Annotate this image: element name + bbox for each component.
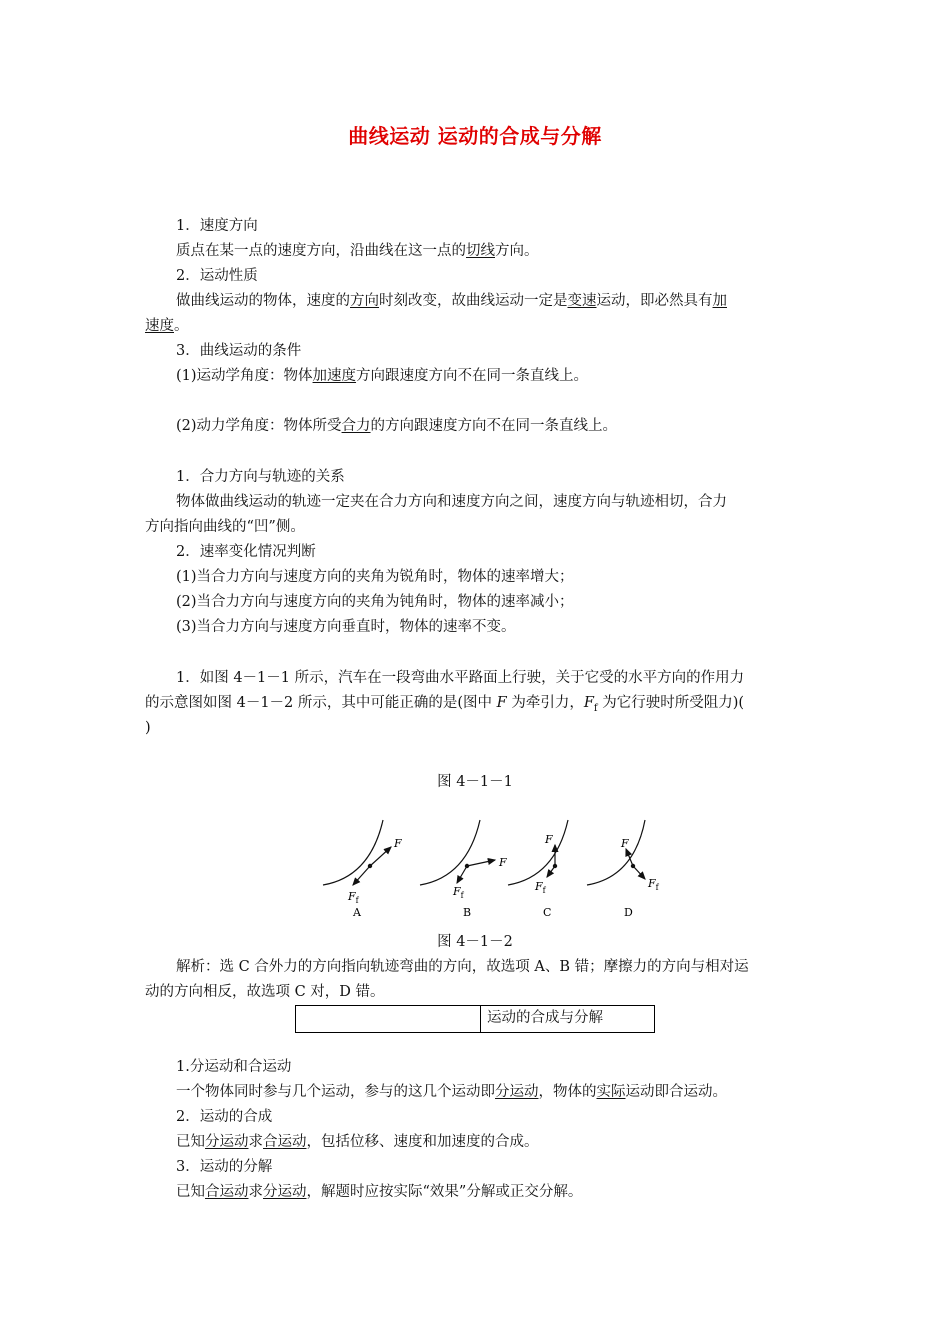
paragraph-force-trajectory-cont: 方向指向曲线的“凹”侧。 [145,519,305,535]
svg-text:F: F [394,837,402,850]
heading-velocity-direction: 1．速度方向 [176,218,258,234]
svg-text:Ff: $F_f$ [453,885,464,900]
svg-text:D: D [624,906,633,919]
paragraph-composition: 已知分运动求合运动，包括位移、速度和加速度的合成。 [176,1134,539,1150]
paragraph-motion-nature: 做曲线运动的物体，速度的方向时刻改变，故曲线运动一定是变速运动，即必然具有加 [176,293,727,309]
heading-curve-condition: 3．曲线运动的条件 [176,343,302,359]
paragraph-decomposition: 已知合运动求分运动，解题时应按实际“效果”分解或正交分解。 [176,1184,583,1200]
heading-speed-change: 2．速率变化情况判断 [176,544,316,560]
option-d-diagram [587,820,660,919]
heading-force-trajectory: 1．合力方向与轨迹的关系 [176,469,345,485]
list-item: (3)当合力方向与速度方向垂直时，物体的速率不变。 [176,619,516,635]
svg-text:Ff: $F_f$ [648,877,659,892]
heading-component-motion: 1.分运动和合运动 [176,1059,292,1075]
list-item: (2)当合力方向与速度方向的夹角为钝角时，物体的速率减小； [176,594,574,610]
page-title: 曲线运动 运动的合成与分解 [348,124,602,148]
heading-decomposition: 3．运动的分解 [176,1159,273,1175]
figure-caption-2: 图 4－1－2 [437,934,513,950]
option-a-diagram [323,820,402,919]
svg-text:B: B [463,906,472,919]
paragraph-motion-nature-cont: 速度。 [145,318,189,334]
svg-text:A: A [353,906,361,919]
svg-text:F: F [621,837,629,850]
question-line-2: 的示意图如图 4－1－2 所示，其中可能正确的是(图中 F 为牵引力，$F_f$ 为它行驶时所受阻力)( [145,695,745,714]
list-item: (1)当合力方向与速度方向的夹角为锐角时，物体的速率增大； [176,569,574,585]
table-cell-section-title: 运动的合成与分解 [487,1010,603,1026]
svg-text:F: F [499,856,507,869]
paragraph-component-motion: 一个物体同时参与几个运动，参与的这几个运动即分运动，物体的实际运动即合运动。 [176,1084,727,1100]
svg-text:Ff: $F_f$ [348,890,359,905]
svg-text:C: C [543,906,552,919]
question-line-3: ) [145,720,151,736]
answer-analysis-line-1: 解析：选 C 合外力的方向指向轨迹弯曲的方向，故选项 A、B 错；摩擦力的方向与相对运 [176,959,749,975]
answer-analysis-line-2: 动的方向相反，故选项 C 对，D 错。 [145,984,385,1000]
svg-text:Ff: $F_f$ [535,880,546,895]
table-cell-empty [296,1006,481,1032]
question-line-1: 1．如图 4－1－1 所示，汽车在一段弯曲水平路面上行驶，关于它受的水平方向的作用力 [176,670,745,686]
figure-caption-1: 图 4－1－1 [437,774,513,790]
paragraph-dynamic: (2)动力学角度：物体所受合力的方向跟速度方向不在同一条直线上。 [176,418,618,434]
option-b-diagram [420,820,507,919]
paragraph-velocity-direction: 质点在某一点的速度方向，沿曲线在这一点的切线方向。 [176,243,539,259]
paragraph-force-trajectory: 物体做曲线运动的轨迹一定夹在合力方向和速度方向之间，速度方向与轨迹相切，合力 [176,494,727,510]
force-diagram-figure [315,815,665,925]
paragraph-kinematic: (1)运动学角度：物体加速度方向跟速度方向不在同一条直线上。 [176,368,589,384]
heading-composition: 2．运动的合成 [176,1109,273,1125]
svg-text:F: F [545,833,553,846]
section-header-table [295,1005,655,1033]
heading-motion-nature: 2．运动性质 [176,268,258,284]
option-c-diagram [508,820,568,919]
